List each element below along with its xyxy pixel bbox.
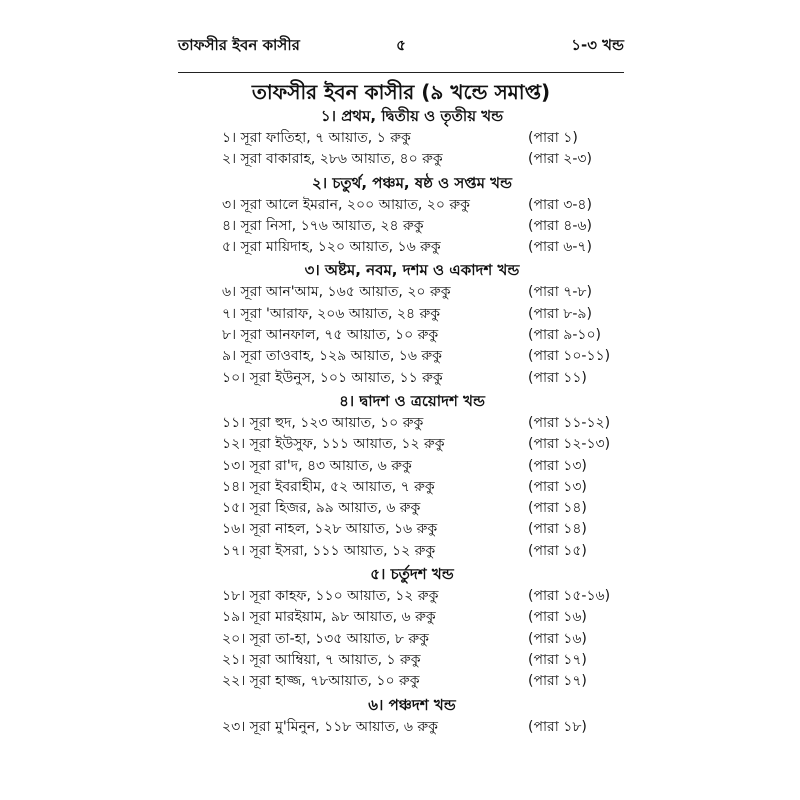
entry-surah: ৮। সূরা আনফাল, ৭৫ আয়াত, ১০ রুকু	[222, 327, 439, 344]
list-item	[222, 149, 642, 170]
entry-surah: ৬। সূরা আন'আম, ১৬৫ আয়াত, ২০ রুকু	[222, 284, 451, 301]
main-title: তাফসীর ইবন কাসীর (৯ খন্ডে সমাপ্ত)	[251, 80, 551, 104]
entry-surah: ২২। সূরা হাজ্জ, ৭৮আয়াত, ১০ রুকু	[222, 673, 420, 690]
list-item	[222, 368, 642, 389]
entry-surah: ১৯। সূরা মারইয়াম, ৯৮ আয়াত, ৬ রুকু	[222, 609, 436, 626]
entry-para: (পারা ১৬)	[528, 609, 587, 626]
contents-list	[222, 104, 642, 738]
entry-para: (পারা ১৫-১৬)	[528, 588, 611, 605]
entry-para: (পারা ৬-৭)	[528, 239, 592, 256]
entry-para: (পারা ৩-৪)	[528, 196, 592, 213]
list-item	[222, 237, 642, 258]
entry-para: (পারা ৭-৮)	[528, 284, 592, 301]
entry-para: (পারা ১৩)	[528, 478, 587, 495]
entry-surah: ১৮। সূরা কাহফ, ১১০ আয়াত, ১২ রুকু	[222, 588, 439, 605]
entry-para: (পারা ৮-৯)	[528, 305, 592, 322]
entry-para: (পারা ১৭)	[528, 673, 587, 690]
list-item	[222, 629, 642, 650]
list-item	[222, 498, 642, 519]
entry-surah: ৭। সূরা 'আরাফ, ২০৬ আয়াত, ২৪ রুকু	[222, 305, 441, 322]
entry-para: (পারা ১১-১২)	[528, 414, 611, 431]
entry-surah: ২৩। সূরা মু'মিনুন, ১১৮ আয়াত, ৬ রুকু	[222, 718, 438, 735]
entry-para: (পারা ১৫)	[528, 542, 587, 559]
entry-para: (পারা ১২-১৩)	[528, 436, 611, 453]
entry-para: (পারা ১১)	[528, 369, 587, 386]
list-item	[222, 717, 642, 738]
entry-surah: ১৩। সূরা রা'দ, ৪৩ আয়াত, ৬ রুকু	[222, 457, 412, 474]
list-item	[222, 216, 642, 237]
list-item	[222, 413, 642, 434]
entry-para: (পারা ২-৩)	[528, 151, 592, 168]
entry-surah: ৯। সূরা তাওবাহ, ১২৯ আয়াত, ১৬ রুকু	[222, 348, 442, 365]
entry-para: (পারা ১৬)	[528, 630, 587, 647]
list-item	[222, 304, 642, 325]
list-item	[222, 195, 642, 216]
entry-para: (পারা ১০-১১)	[528, 348, 611, 365]
entry-surah: ৫। সূরা মায়িদাহ, ১২০ আয়াত, ১৬ রুকু	[222, 239, 441, 256]
header-book-title: তাফসীর ইবন কাসীর	[178, 36, 300, 54]
section-heading: ৪। দ্বাদশ ও ত্রয়োদশ খন্ড	[339, 391, 485, 410]
list-item	[222, 607, 642, 628]
section-heading: ৫। চর্তুদশ খন্ড	[370, 565, 454, 584]
list-item	[222, 519, 642, 540]
section-heading: ২। চতুর্থ, পঞ্চম, ষষ্ঠ ও সপ্তম খন্ড	[311, 173, 512, 192]
entry-surah: ৩। সূরা আলে ইমরান, ২০০ আয়াত, ২০ রুকু	[222, 196, 470, 213]
entry-para: (পারা ১৪)	[528, 500, 587, 517]
entry-surah: ১৬। সূরা নাহল, ১২৮ আয়াত, ১৬ রুকু	[222, 521, 438, 538]
entry-surah: ১৫। সূরা হিজর, ৯৯ আয়াত, ৬ রুকু	[222, 500, 421, 517]
list-item	[222, 650, 642, 671]
list-item	[222, 128, 642, 149]
entry-surah: ১৭। সূরা ইসরা, ১১১ আয়াত, ১২ রুকু	[222, 542, 436, 559]
entry-para: (পারা ১৩)	[528, 457, 587, 474]
entry-surah: ১০। সূরা ইউনুস, ১০১ আয়াত, ১১ রুকু	[222, 369, 443, 386]
list-item	[222, 346, 642, 367]
entry-para: (পারা ৪-৬)	[528, 217, 592, 234]
list-item	[222, 477, 642, 498]
entry-para: (পারা ১)	[528, 130, 578, 146]
section-heading: ৩। অষ্টম, নবম, দশম ও একাদশ খন্ড	[304, 261, 520, 280]
list-item	[222, 434, 642, 455]
list-item	[222, 325, 642, 346]
list-item	[222, 671, 642, 692]
list-item	[222, 282, 642, 303]
entry-surah: ১২। সূরা ইউসুফ, ১১১ আয়াত, ১২ রুকু	[222, 436, 445, 453]
entry-surah: ২। সূরা বাকারাহ, ২৮৬ আয়াত, ৪০ রুকু	[222, 151, 443, 168]
entry-surah: ১১। সূরা হুদ, ১২৩ আয়াত, ১০ রুকু	[222, 414, 424, 431]
entry-surah: ৪। সূরা নিসা, ১৭৬ আয়াত, ২৪ রুকু	[222, 217, 424, 234]
header-divider	[178, 72, 624, 73]
entry-para: (পারা ৯-১০)	[528, 327, 602, 344]
entry-para: (পারা ১৪)	[528, 521, 587, 538]
entry-surah: ১। সূরা ফাতিহা, ৭ আয়াত, ১ রুকু	[222, 130, 411, 146]
entry-para: (পারা ১৭)	[528, 651, 587, 668]
list-item	[222, 541, 642, 562]
list-item	[222, 586, 642, 607]
running-header	[178, 34, 624, 56]
entry-surah: ২০। সূরা তা-হা, ১৩৫ আয়াত, ৮ রুকু	[222, 630, 429, 647]
header-page-number: ৫	[396, 36, 406, 54]
section-heading: ৬। পঞ্চদশ খন্ড	[368, 695, 456, 714]
list-item	[222, 456, 642, 477]
entry-surah: ১৪। সূরা ইবরাহীম, ৫২ আয়াত, ৭ রুকু	[222, 478, 435, 495]
entry-para: (পারা ১৮)	[528, 718, 587, 735]
header-volume: ১-৩ খন্ড	[571, 36, 624, 54]
section-heading: ১। প্রথম, দ্বিতীয় ও তৃতীয় খন্ড	[320, 107, 504, 125]
entry-surah: ২১। সূরা আম্বিয়া, ৭ আয়াত, ১ রুকু	[222, 651, 421, 668]
